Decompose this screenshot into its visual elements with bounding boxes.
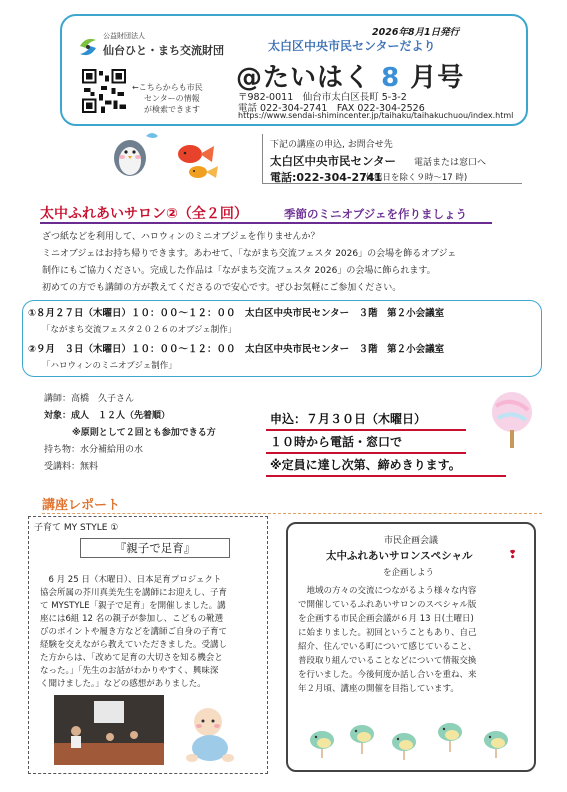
contact-hours: (休館日を除く９時～17 時) [362, 173, 468, 183]
fee: 受講料：無料 [44, 462, 99, 472]
center-phone-fax: 電話 022-304-2741 FAX 022-304-2526 [238, 103, 425, 114]
session-1: ①８月２７日（木曜日）１０：００～１２：００ 太白区中央市民センター ３階 第２小会議室 [28, 308, 445, 319]
left-category: 子育て MY STYLE ① [34, 523, 119, 533]
issue-date: 2026年8月1日発行 [372, 27, 460, 38]
contact-phone: 電話:022-304-2741 [270, 171, 383, 184]
title-suffix: 月号 [410, 63, 465, 93]
event-intro-line: ミニオブジェはお持ち帰りできます。あわせて、「ながまち交流フェスタ 2026」の会場を飾るオブジェ [42, 249, 457, 259]
left-body-line: て MYSTYLE「親子で足育」を開催しました。講 [40, 601, 226, 611]
left-body-line: 経験を交えながら教えていただきました。受講し [40, 640, 228, 650]
right-body-line: を企画する市民企画会議が６月 13 日(土曜日) [298, 614, 474, 624]
left-title: 『親子で足育』 [80, 538, 230, 558]
left-body-line: く聞けました。」などの感想がありました。 [40, 679, 206, 689]
birds-illustration-icon [300, 706, 526, 764]
fan-illustration-icon [484, 388, 542, 450]
session-1-topic: 「ながまち交流フェスタ２０２６のオブジェ制作」 [42, 325, 237, 335]
org-name: 仙台ひと・まち交流財団 [103, 44, 224, 57]
qr-note-line: センターの情報 [144, 94, 200, 103]
report-heading: 講座レポート [42, 498, 121, 513]
right-body-line: 普段取り組んでいることなどについて情報交換 [298, 656, 477, 666]
event-title: 太中ふれあいサロン②（全２回） [40, 206, 248, 222]
qr-code-icon[interactable] [82, 69, 126, 113]
photo-content-icon [54, 695, 164, 765]
right-category: 市民企画会議 [384, 536, 439, 546]
left-body-line: 座には6組 12 名の親子が参加し、こどもの靴選 [40, 614, 224, 624]
exclamation-icon: ❢ [508, 548, 518, 561]
center-url[interactable]: https://www.sendai-shimincenter.jp/taihaku/taihakuchuou/index.html [238, 111, 514, 120]
target: 対象：成人 １２人（先着順） [44, 411, 171, 421]
qr-note-line: ←こちらからも市民 [132, 83, 203, 92]
right-body-line: で開催しているふれあいサロンのスペシャル版 [298, 600, 477, 610]
baby-illustration-icon [178, 702, 244, 766]
event-intro-line: ざつ紙などを利用して、ハロウィンのミニオブジェを作りませんか？ [42, 232, 320, 242]
left-body-line: びのポイントや履き方などを講師ご自身の子育て [40, 627, 228, 637]
apply-underline [266, 475, 506, 477]
contact-center-name: 太白区中央市民センター [270, 154, 397, 168]
session-2-topic: 「ハロウィンのミニオブジェ制作」 [42, 361, 177, 371]
qr-note-line: が検索できます [144, 105, 200, 114]
right-body-line: を行いました。今後何度か話し合いを重ね、来 [298, 670, 477, 680]
event-intro-line: 制作にもご協力ください。完成した作品は「ながまち交流フェスタ 2026」の会場に飾られます。 [42, 266, 436, 276]
publication-name: 太白区中央市民センターだより [268, 39, 436, 53]
left-body-line: 6 月 25 日（木曜日）、日本足育プロジェクト [40, 575, 222, 585]
goldfish-illustration-icon [168, 142, 226, 182]
center-address: 〒982-0011 仙台市太白区長町 5-3-2 [238, 92, 407, 103]
right-subtitle: を企画しよう [383, 568, 435, 578]
event-underline [40, 222, 492, 224]
report-rule [42, 513, 542, 514]
contact-method: 電話または窓口へ [414, 158, 487, 168]
title-month: 8 [381, 63, 401, 93]
org-type-label: 公益財団法人 [103, 32, 145, 40]
event-photo [54, 695, 164, 765]
apply-underline [266, 429, 466, 431]
apply-deadline: 申込：７月３０日（木曜日） [270, 412, 427, 426]
session-2: ②９月 ３日（木曜日）１０：００～１２：００ 太白区中央市民センター ３階 第２小会議室 [28, 344, 445, 355]
right-body-line: に始まりました。初回ということもあり、自己 [298, 628, 477, 638]
left-body-line: 協会所属の芥川真美先生を講師にお迎えし、子育 [40, 588, 228, 598]
right-body-line: 紹介、住んでいる町について感じていること、 [298, 642, 477, 652]
title-prefix: @たいはく [236, 63, 372, 93]
right-body-line: 年２月頃、講座の開催を目指しています。 [298, 684, 459, 694]
right-title: 太中ふれあいサロンスペシャル [326, 550, 473, 562]
event-intro-line: 初めての方でも講師の方が教えてくださるので安心です。ぜひお気軽にご参加ください。 [42, 283, 402, 293]
qr-note [132, 82, 222, 115]
apply-underline [266, 452, 466, 454]
target-note: ※原則として２回とも参加できる方 [72, 428, 216, 438]
left-body-line: なった。」「先生のお話がわかりやすく、興味深 [40, 666, 219, 676]
right-body-line: 地域の方々の交流につながるよう様々な内容 [298, 586, 477, 596]
contact-label: 下記の講座の申込, お問合せ先 [270, 140, 393, 150]
penguin-illustration-icon [102, 128, 162, 180]
instructor: 講師：高橋 久子さん [44, 394, 135, 404]
event-subtitle: 季節のミニオブジェを作りましょう [284, 207, 467, 221]
left-body-line: た方からは、「改めて足育の大切さを知る機会と [40, 653, 223, 663]
apply-note: ※定員に達し次第、締めきります。 [270, 458, 461, 472]
belongings: 持ち物：水分補給用の水 [44, 445, 144, 455]
apply-method: １０時から電話・窓口で [270, 435, 403, 449]
foundation-logo-icon [76, 34, 100, 60]
